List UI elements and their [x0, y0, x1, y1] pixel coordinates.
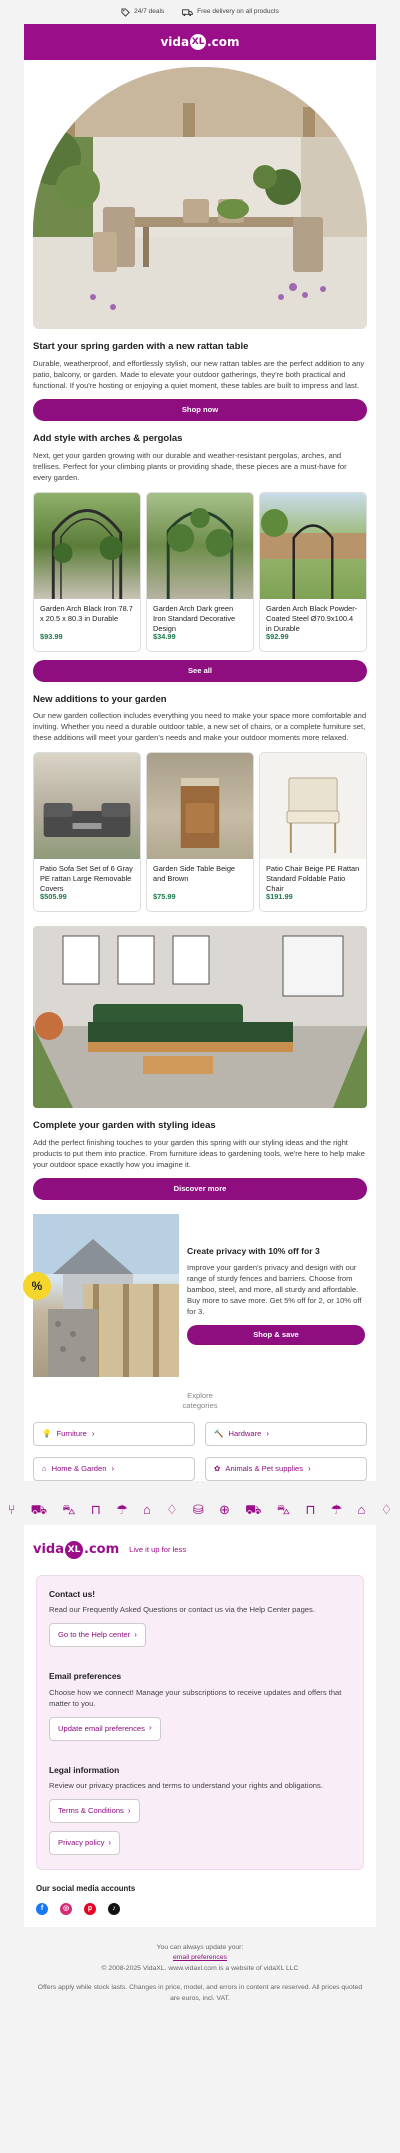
deals-text: 24/7 deals — [134, 7, 165, 15]
vidaxl-logo[interactable] — [160, 34, 239, 50]
lamp-icon: 💡 — [42, 1428, 52, 1438]
privacy-promo — [33, 1214, 367, 1377]
help-center-label: Go to the Help center — [58, 1630, 131, 1640]
product-card[interactable] — [146, 752, 254, 912]
explore-line2: categories — [182, 1401, 218, 1411]
arches-product-list — [33, 492, 367, 652]
arches-title: Add style with arches & pergolas — [33, 432, 183, 444]
tag-icon: ⌂ — [143, 1502, 151, 1518]
footer-vidaxl-logo[interactable] — [33, 1541, 119, 1559]
instagram-icon[interactable]: ◎ — [60, 1903, 72, 1915]
product-image[interactable] — [34, 493, 140, 599]
product-image[interactable] — [260, 493, 366, 599]
paw-icon: ✿ — [214, 1463, 221, 1473]
logo-text-right: .com — [84, 1542, 120, 1558]
legal-title: Legal information — [49, 1764, 120, 1775]
chevron-right-icon: › — [134, 1629, 137, 1639]
category-links — [24, 1411, 376, 1481]
update-email-prefs-button[interactable] — [49, 1717, 161, 1741]
category-home-garden[interactable] — [33, 1457, 195, 1481]
cart-icon: ⛟ — [30, 1502, 47, 1518]
truck-icon — [182, 8, 193, 17]
tag-icon: ⌂ — [357, 1502, 366, 1518]
logo-xl-badge: XL — [190, 34, 206, 50]
legal-body: Review our privacy practices and terms to understand your rights and obligations. — [49, 1781, 323, 1790]
explore-heading — [24, 1391, 376, 1411]
chevron-right-icon: › — [266, 1428, 270, 1438]
sofa-icon: ⊓ — [305, 1502, 316, 1518]
logo-text-left: vida — [160, 34, 190, 49]
legal-block — [49, 1765, 351, 1855]
contact-body: Read our Frequently Asked Questions or contact us via the Help Center pages. — [49, 1605, 315, 1615]
chevron-right-icon: › — [108, 1837, 112, 1847]
contact-title: Contact us! — [49, 1588, 96, 1599]
social-icons — [36, 1903, 364, 1915]
help-center-button[interactable] — [49, 1623, 146, 1647]
product-name[interactable]: Patio Chair Beige PE Rattan Standard Foldable Patio Chair — [266, 864, 360, 894]
chevron-right-icon: › — [127, 1805, 131, 1815]
contact-block — [49, 1589, 351, 1647]
email-container — [24, 24, 376, 1481]
shop-now-button[interactable]: Shop now — [33, 399, 367, 421]
category-label: Hardware — [228, 1428, 262, 1438]
product-image[interactable] — [260, 753, 366, 859]
deals-info — [121, 8, 164, 17]
product-name[interactable]: Garden Arch Black Powder-Coated Steel Ø70.9x100.4 in Durable — [266, 603, 358, 633]
bulb-icon: ♢ — [166, 1502, 178, 1518]
hero-image-rattan-table[interactable] — [33, 67, 367, 329]
product-price: $505.99 — [40, 892, 67, 902]
fence-image[interactable] — [33, 1214, 179, 1377]
logo-text-left: vida — [33, 1542, 65, 1558]
discover-more-button[interactable]: Discover more — [33, 1178, 367, 1200]
shop-save-button[interactable]: Shop & save — [187, 1325, 365, 1345]
logo-xl-badge: XL — [65, 1541, 83, 1559]
top-info-bar — [0, 0, 400, 24]
sofa-icon: ⊓ — [90, 1502, 101, 1518]
update-email-prefs-label: Update email preferences — [58, 1723, 145, 1733]
product-name[interactable]: Patio Sofa Set Set of 6 Gray PE rattan Large Removable Covers — [40, 864, 133, 894]
brand-header[interactable] — [24, 24, 376, 60]
category-label: Furniture — [56, 1428, 87, 1438]
facebook-icon[interactable]: f — [36, 1903, 48, 1915]
product-card[interactable] — [259, 492, 367, 652]
new-additions-title: New additions to your garden — [33, 693, 167, 705]
email-prefs-title: Email preferences — [49, 1671, 122, 1682]
product-card[interactable] — [259, 752, 367, 912]
disclaimer: Offers apply while stock lasts. Changes in price, model, and errors in content are reserved. All prices quoted are euros, incl. VAT. — [37, 1984, 363, 2003]
copyright: © 2008-2025 VidaXL. www.vidaxl.com is a website of vidaXL LLC — [101, 1965, 299, 1973]
styling-body: Add the perfect finishing touches to your garden this spring with our styling ideas and the right products to put them into practice. From furniture ideas to gardening tools, we're here to help make your outdoor space exactly how you imagine it. — [33, 1138, 365, 1170]
logo-text-right: .com — [207, 34, 240, 49]
tag-icon — [121, 8, 130, 17]
delivery-info — [182, 8, 279, 17]
chevron-right-icon: › — [308, 1463, 311, 1473]
product-card[interactable] — [146, 492, 254, 652]
footer-container — [24, 1525, 376, 1927]
privacy-policy-label: Privacy policy — [58, 1837, 105, 1847]
truck-icon: ⛍ — [62, 1502, 76, 1518]
legal-footer — [24, 1927, 376, 2017]
terms-label: Terms & Conditions — [58, 1805, 124, 1815]
product-price: $34.99 — [153, 631, 176, 641]
truck-icon: ⛍ — [276, 1502, 291, 1518]
product-price: $92.99 — [266, 631, 289, 641]
explore-line1: Explore — [187, 1391, 213, 1401]
category-hardware[interactable] — [205, 1422, 367, 1446]
decorative-icon-row — [0, 1495, 400, 1525]
hero-title: Start your spring garden with a new rattan table — [33, 341, 249, 352]
arches-body: Next, get your garden growing with our durable and weather-resistant pergolas, arches, and trellises. Perfect for your climbing plants or providing shade, these pieces are a must-have for every garden. — [33, 450, 347, 482]
tiktok-icon[interactable]: ♪ — [108, 1903, 120, 1915]
social-section — [24, 1870, 376, 1925]
category-label: Home & Garden — [51, 1463, 107, 1473]
product-image[interactable] — [147, 493, 253, 599]
styling-section — [24, 1120, 376, 1200]
chevron-right-icon: › — [111, 1463, 115, 1473]
cart-icon: ⛟ — [245, 1502, 262, 1518]
gift-icon: ⊕ — [219, 1502, 230, 1518]
new-additions-body: Our new garden collection includes everything you need to make your space more comfortable and inviting. Whether you need a durable outdoor table, a new set of chairs, or a complete furniture set, these additions will meet your garden's needs and make your outdoor moments more relaxed. — [33, 711, 367, 743]
category-animals-pet[interactable] — [205, 1457, 367, 1481]
product-image[interactable] — [147, 753, 253, 859]
footer-tagline: Live it up for less — [129, 1544, 187, 1554]
pinterest-icon[interactable]: p — [84, 1903, 96, 1915]
footer-brand-row — [24, 1525, 376, 1559]
house-icon: ⌂ — [42, 1463, 47, 1473]
email-prefs-block — [49, 1671, 351, 1740]
hero-body: Durable, weatherproof, and effortlessly stylish, our new rattan tables are the perfect addition to any patio, balcony, or garden. Made to elevate your outdoor gatherings, they're both practical and functional. If you're hosting or enjoying a quiet moment, these tables are built to impress and last. — [33, 358, 365, 390]
promo-title: Create privacy with 10% off for 3 — [187, 1246, 320, 1257]
discount-badge: % — [23, 1272, 51, 1300]
product-name[interactable]: Garden Arch Black Iron 78.7 x 20.5 x 80.3 in Durable — [40, 603, 133, 623]
update-text: You can always update your: — [156, 1943, 244, 1951]
promo-text — [187, 1246, 367, 1345]
bulb-icon: ♢ — [380, 1502, 393, 1518]
category-label: Animals & Pet supplies — [225, 1463, 304, 1473]
promo-body: Improve your garden's privacy and design with our range of sturdy fences and barriers. Choose from bamboo, steel, and more, all sturdy and affordable. Buy more to save more. Get 5% off for 2, or 10% off for 3. — [187, 1263, 362, 1317]
chevron-right-icon: › — [91, 1428, 95, 1438]
new-additions-product-list — [33, 752, 367, 912]
chair-icon: ⑂ — [7, 1502, 16, 1518]
umbrella-icon: ☂ — [330, 1502, 343, 1518]
product-card[interactable] — [33, 752, 141, 912]
sofa-illustration — [33, 926, 367, 1108]
product-card[interactable] — [33, 492, 141, 652]
product-name[interactable]: Garden Arch Dark green Iron Standard Decorative Design — [153, 603, 236, 633]
email-preferences-link[interactable]: email preferences — [172, 1954, 228, 1962]
see-all-button[interactable]: See all — [33, 660, 367, 682]
product-price: $191.99 — [266, 892, 293, 902]
hammer-icon: 🔨 — [214, 1428, 224, 1438]
umbrella-icon: ☂ — [116, 1502, 128, 1518]
product-name[interactable]: Garden Side Table Beige and Brown — [153, 864, 236, 884]
styling-ideas-image[interactable] — [33, 926, 367, 1108]
hero-section — [24, 341, 376, 421]
category-furniture[interactable] — [33, 1422, 195, 1446]
product-price: $93.99 — [40, 631, 63, 641]
new-additions-section — [24, 694, 376, 913]
privacy-policy-button[interactable] — [49, 1831, 120, 1855]
email-prefs-body: Choose how we connect! Manage your subscriptions to receive updates and offers that matter to you. — [49, 1687, 342, 1708]
bag-icon: ⛁ — [192, 1502, 204, 1518]
delivery-text: Free delivery on all products — [197, 7, 279, 15]
chevron-right-icon: › — [148, 1723, 152, 1733]
arches-section — [24, 433, 376, 682]
product-price: $75.99 — [153, 892, 176, 902]
social-title: Our social media accounts — [36, 1884, 136, 1893]
footer-info-box — [36, 1575, 364, 1870]
product-image[interactable] — [34, 753, 140, 859]
terms-button[interactable] — [49, 1799, 140, 1823]
styling-title: Complete your garden with styling ideas — [33, 1120, 216, 1132]
hero-illustration — [33, 67, 367, 329]
